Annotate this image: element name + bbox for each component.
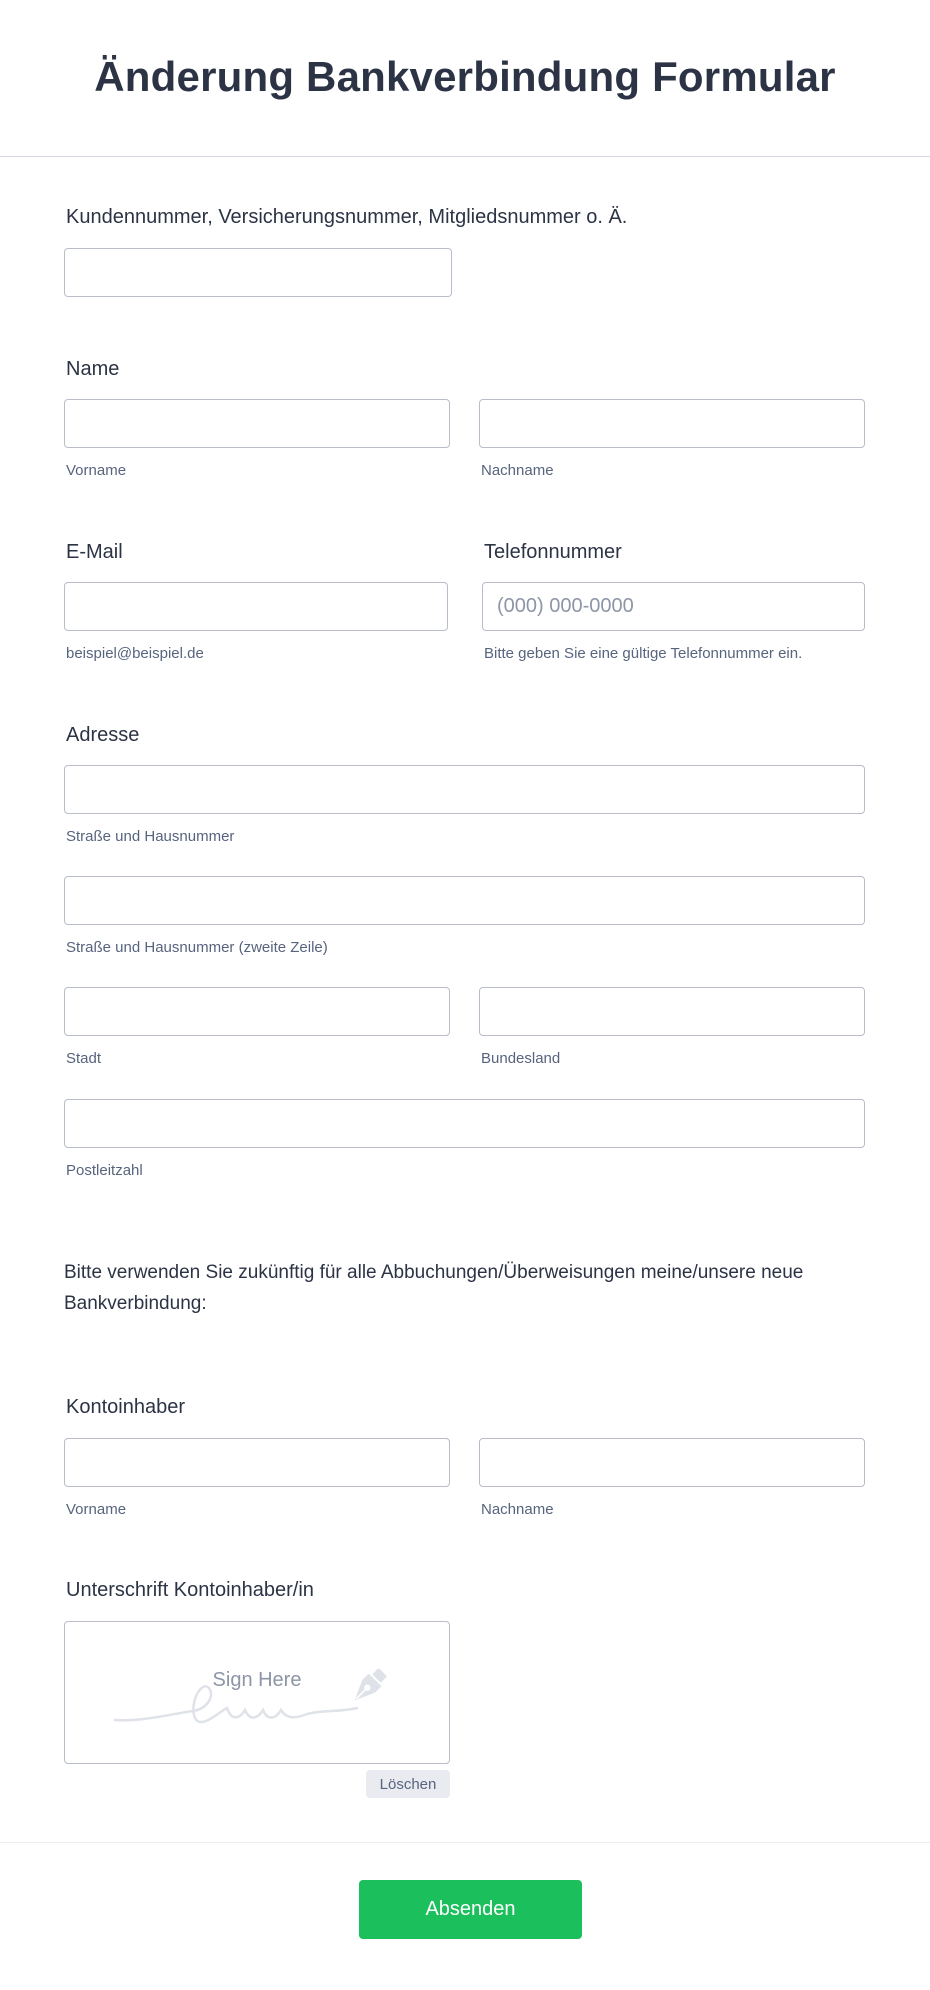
last-name-sublabel: Nachname <box>481 462 554 479</box>
state-sublabel: Bundesland <box>481 1050 561 1067</box>
street2-input[interactable] <box>64 876 865 925</box>
street-input[interactable] <box>64 765 865 814</box>
city-input[interactable] <box>64 987 450 1036</box>
customer-number-input[interactable] <box>64 248 452 297</box>
street-sublabel: Straße und Hausnummer <box>66 828 235 845</box>
account-holder-label: Kontoinhaber <box>66 1396 185 1418</box>
address-label: Adresse <box>66 724 140 746</box>
email-sublabel: beispiel@beispiel.de <box>66 645 204 662</box>
name-label: Name <box>66 358 120 380</box>
clear-signature-button[interactable]: Löschen <box>366 1770 450 1798</box>
phone-label: Telefonnummer <box>484 541 622 563</box>
signature-hint: Sign Here <box>212 1669 302 1691</box>
notice-text: Bitte verwenden Sie zukünftig für alle Abbuchungen/Überweisungen meine/unsere neue Bankverbindung: <box>64 1262 804 1314</box>
zip-sublabel: Postleitzahl <box>66 1162 143 1179</box>
signature-pad[interactable] <box>64 1621 450 1764</box>
city-sublabel: Stadt <box>66 1050 102 1067</box>
street2-sublabel: Straße und Hausnummer (zweite Zeile) <box>66 939 328 956</box>
submit-button[interactable]: Absenden <box>359 1880 582 1939</box>
zip-input[interactable] <box>64 1099 865 1148</box>
signature-label: Unterschrift Kontoinhaber/in <box>66 1579 314 1601</box>
first-name-sublabel: Vorname <box>66 462 127 479</box>
pen-nib-icon <box>345 1664 391 1710</box>
first-name-input[interactable] <box>64 399 450 448</box>
footer-divider <box>0 1842 930 1843</box>
phone-sublabel: Bitte geben Sie eine gültige Telefonnummer ein. <box>484 645 803 662</box>
holder-first-name-sublabel: Vorname <box>66 1501 127 1518</box>
customer-number-label: Kundennummer, Versicherungsnummer, Mitgliedsnummer o. Ä. <box>66 206 628 228</box>
email-input[interactable] <box>64 582 448 631</box>
last-name-input[interactable] <box>479 399 865 448</box>
holder-last-name-input[interactable] <box>479 1438 865 1487</box>
state-input[interactable] <box>479 987 865 1036</box>
holder-last-name-sublabel: Nachname <box>481 1501 554 1518</box>
form-header <box>0 0 930 157</box>
holder-first-name-input[interactable] <box>64 1438 450 1487</box>
email-label: E-Mail <box>66 541 123 563</box>
form-title: Änderung Bankverbindung Formular <box>94 53 836 100</box>
phone-input[interactable] <box>482 582 865 631</box>
